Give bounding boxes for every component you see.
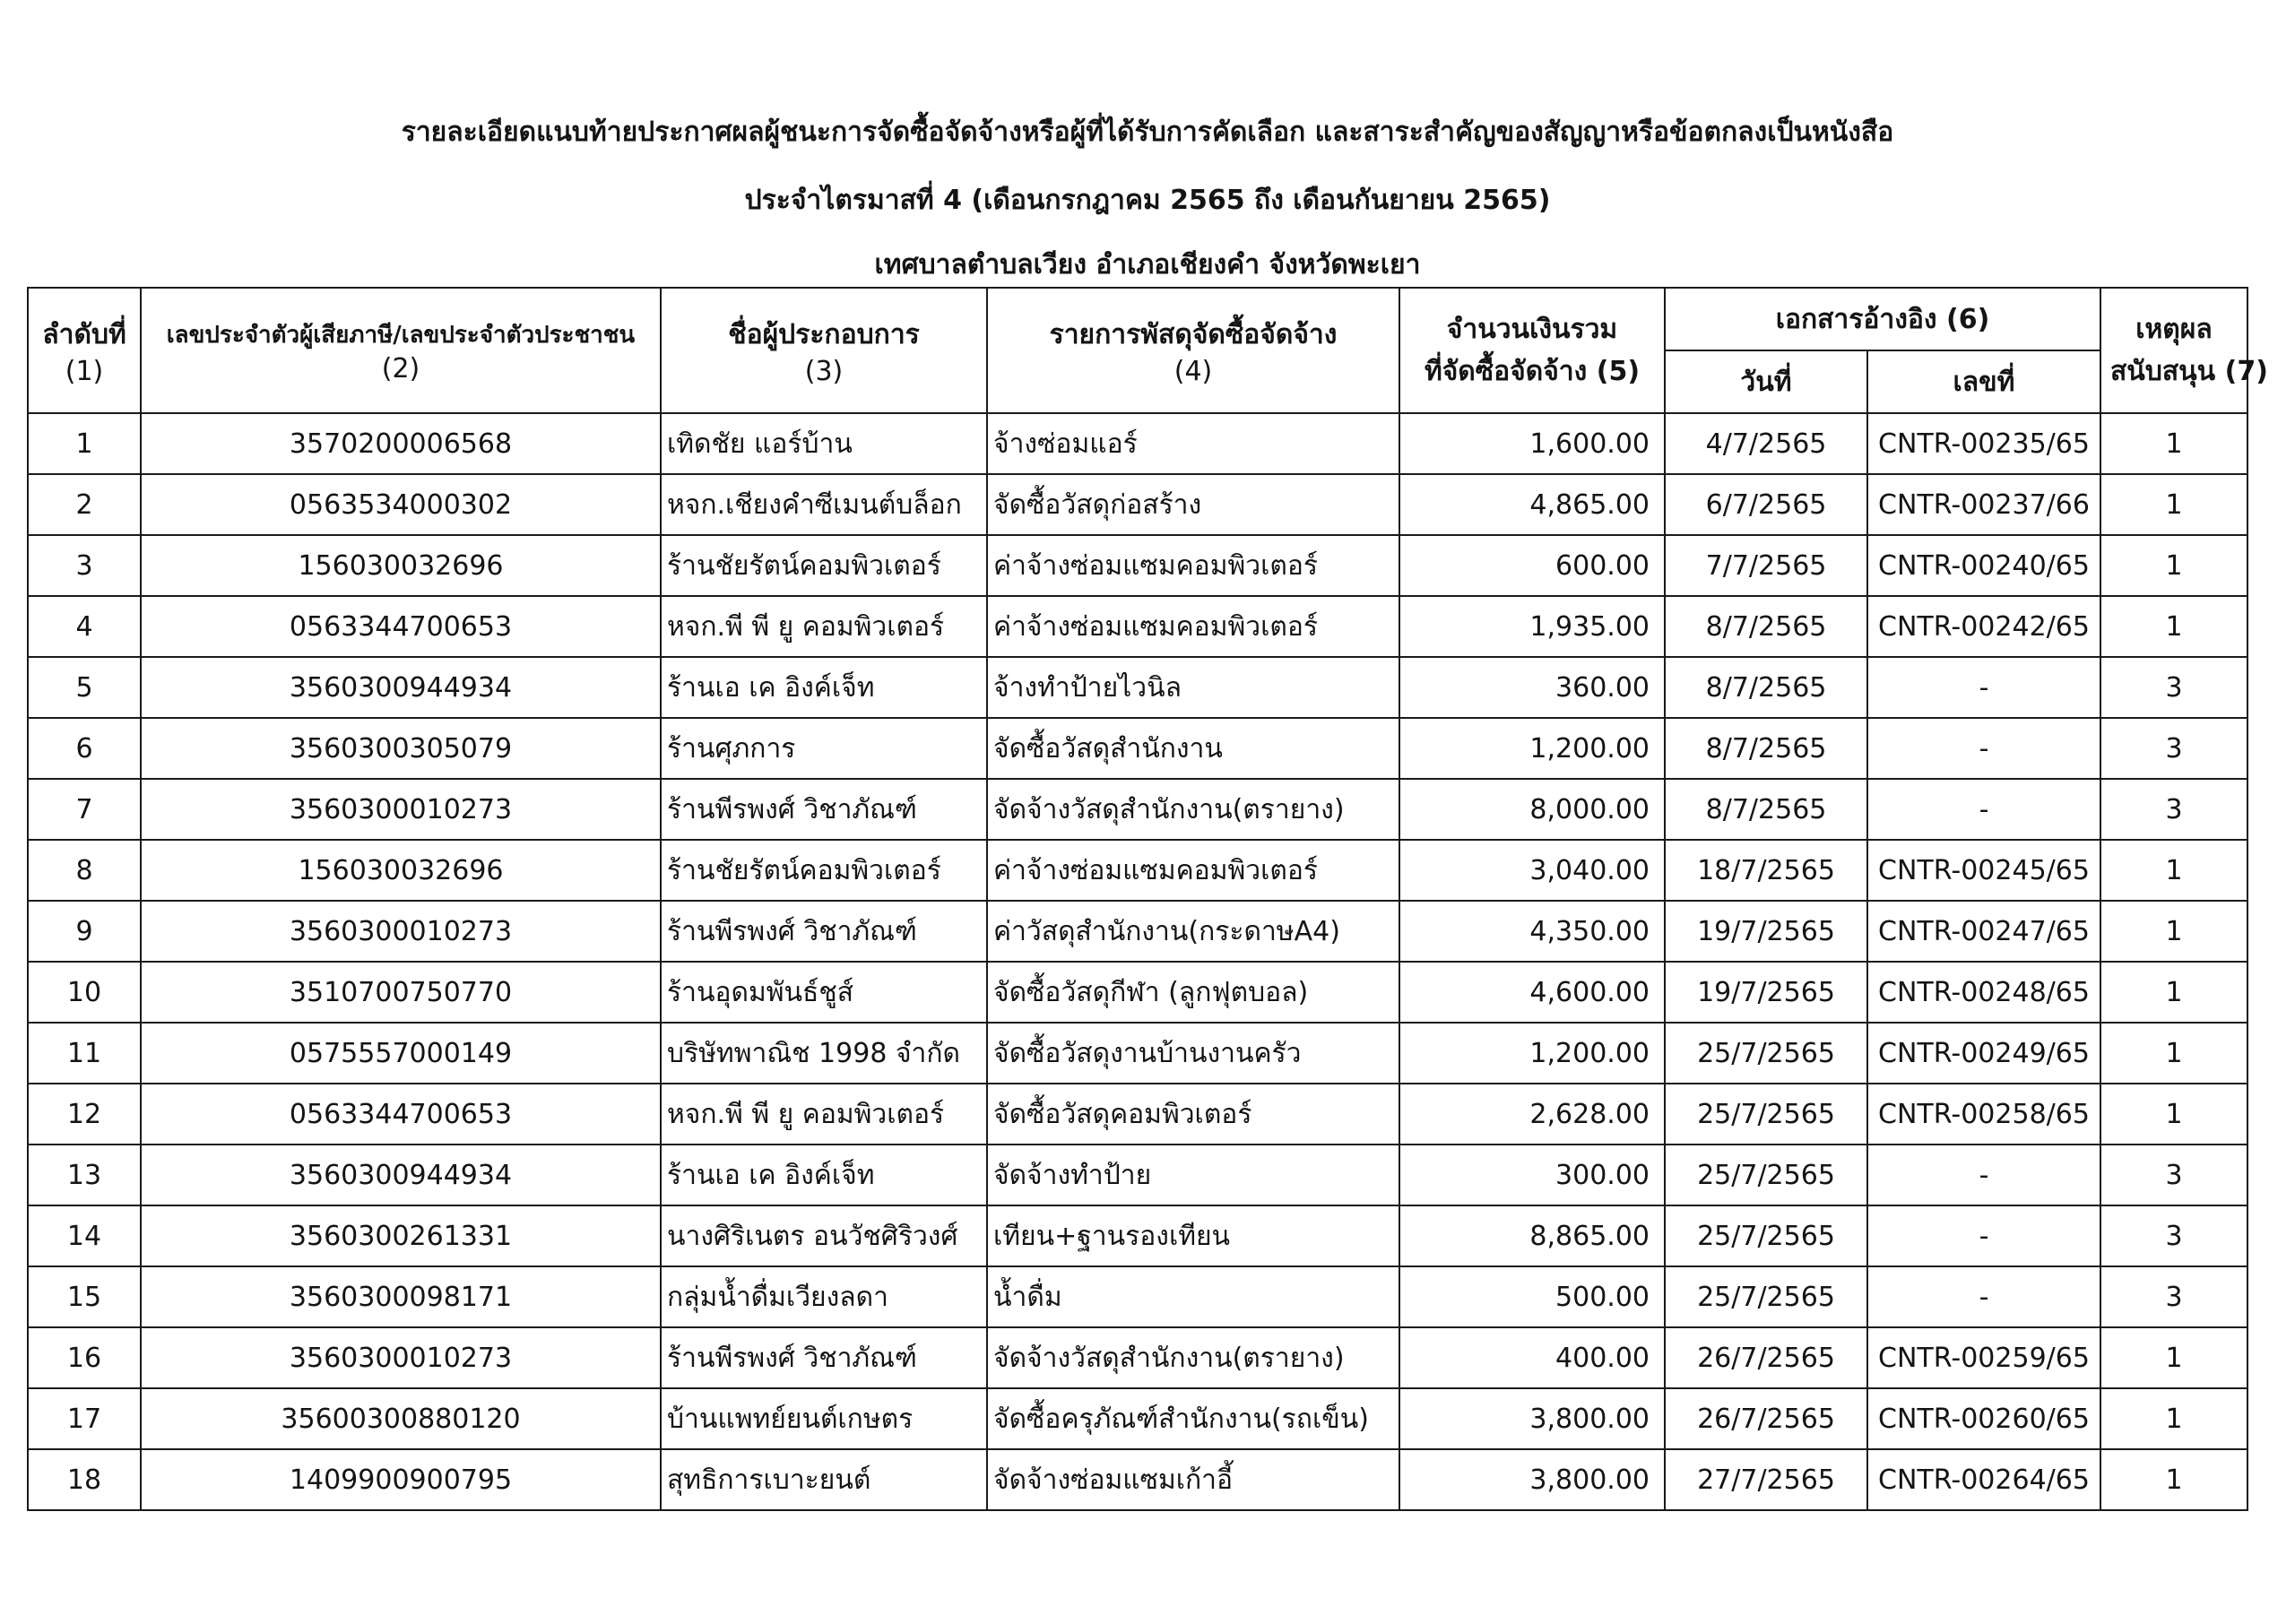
table-row <box>28 535 2247 596</box>
cell-date: 25/7/2565 <box>1665 1145 1867 1205</box>
table-row <box>28 1145 2247 1205</box>
procurement-table <box>27 287 2268 1511</box>
cell-amount: 8,000.00 <box>1399 779 1665 840</box>
document-organization: เทศบาลตำบลเวียง อำเภอเชียงคำ จังหวัดพะเยา <box>874 249 1421 281</box>
cell-vendor: ร้านชัยรัตน์คอมพิวเตอร์ <box>661 840 987 901</box>
header-seq <box>28 288 141 413</box>
cell-taxid: 3570200006568 <box>141 413 661 474</box>
cell-reason: 3 <box>2100 1266 2247 1327</box>
table-row <box>28 596 2247 657</box>
cell-ref-no: CNTR-00242/65 <box>1867 596 2100 657</box>
cell-ref-no: CNTR-00264/65 <box>1867 1449 2100 1510</box>
header-reason-line1: เหตุผล <box>2135 314 2213 345</box>
cell-date: 8/7/2565 <box>1665 596 1867 657</box>
cell-amount: 600.00 <box>1399 535 1665 596</box>
header-ref: เอกสารอ้างอิง (6) <box>1665 288 2100 350</box>
cell-amount: 1,935.00 <box>1399 596 1665 657</box>
header-item <box>987 288 1399 413</box>
cell-date: 8/7/2565 <box>1665 779 1867 840</box>
cell-date: 7/7/2565 <box>1665 535 1867 596</box>
table-row <box>28 474 2247 535</box>
cell-ref-no: - <box>1867 657 2100 718</box>
header-item-label: รายการพัสดุจัดซื้อจัดจ้าง <box>1049 319 1338 350</box>
cell-amount: 1,600.00 <box>1399 413 1665 474</box>
cell-date: 19/7/2565 <box>1665 962 1867 1023</box>
header-amount <box>1399 288 1665 413</box>
cell-reason: 1 <box>2100 962 2247 1023</box>
cell-item: เทียน+ฐานรองเทียน <box>987 1205 1399 1266</box>
table-row <box>28 779 2247 840</box>
cell-vendor: ร้านชัยรัตน์คอมพิวเตอร์ <box>661 535 987 596</box>
cell-item: ค่าจ้างซ่อมแซมคอมพิวเตอร์ <box>987 840 1399 901</box>
cell-seq: 17 <box>28 1388 141 1449</box>
cell-taxid: 35600300880120 <box>141 1388 661 1449</box>
cell-date: 26/7/2565 <box>1665 1388 1867 1449</box>
cell-reason: 3 <box>2100 1205 2247 1266</box>
cell-vendor: ร้านพีรพงศ์ วิชาภัณฑ์ <box>661 901 987 962</box>
cell-seq: 4 <box>28 596 141 657</box>
header-ref-date: วันที่ <box>1665 350 1867 413</box>
cell-seq: 15 <box>28 1266 141 1327</box>
cell-taxid: 1409900900795 <box>141 1449 661 1510</box>
cell-seq: 18 <box>28 1449 141 1510</box>
cell-amount: 2,628.00 <box>1399 1084 1665 1145</box>
cell-seq: 2 <box>28 474 141 535</box>
cell-date: 8/7/2565 <box>1665 718 1867 779</box>
cell-reason: 1 <box>2100 413 2247 474</box>
cell-vendor: สุทธิการเบาะยนต์ <box>661 1449 987 1510</box>
cell-vendor: นางศิริเนตร อนวัชศิริวงศ์ <box>661 1205 987 1266</box>
cell-ref-no: CNTR-00248/65 <box>1867 962 2100 1023</box>
header-seq-label: ลำดับที่ <box>42 319 126 350</box>
cell-ref-no: - <box>1867 718 2100 779</box>
table-row <box>28 1327 2247 1388</box>
cell-item: จัดจ้างซ่อมแซมเก้าอี้ <box>987 1449 1399 1510</box>
cell-ref-no: CNTR-00240/65 <box>1867 535 2100 596</box>
cell-taxid: 3560300010273 <box>141 901 661 962</box>
table-row <box>28 1388 2247 1449</box>
cell-reason: 1 <box>2100 840 2247 901</box>
cell-amount: 4,600.00 <box>1399 962 1665 1023</box>
cell-date: 4/7/2565 <box>1665 413 1867 474</box>
header-item-number: (4) <box>1173 356 1213 387</box>
table-row <box>28 657 2247 718</box>
cell-taxid: 0563534000302 <box>141 474 661 535</box>
cell-reason: 1 <box>2100 1327 2247 1388</box>
header-vendor-number: (3) <box>804 356 844 387</box>
cell-ref-no: - <box>1867 1266 2100 1327</box>
cell-taxid: 3560300010273 <box>141 779 661 840</box>
cell-amount: 3,800.00 <box>1399 1449 1665 1510</box>
cell-item: จัดซื้อวัสดุงานบ้านงานครัว <box>987 1023 1399 1084</box>
cell-reason: 1 <box>2100 474 2247 535</box>
cell-reason: 3 <box>2100 1145 2247 1205</box>
cell-reason: 1 <box>2100 901 2247 962</box>
cell-vendor: ร้านศุภการ <box>661 718 987 779</box>
table-row <box>28 840 2247 901</box>
table-row <box>28 1449 2247 1510</box>
cell-date: 26/7/2565 <box>1665 1327 1867 1388</box>
cell-seq: 5 <box>28 657 141 718</box>
cell-date: 8/7/2565 <box>1665 657 1867 718</box>
cell-seq: 14 <box>28 1205 141 1266</box>
header-reason <box>2100 288 2268 413</box>
cell-reason: 1 <box>2100 535 2247 596</box>
cell-taxid: 3510700750770 <box>141 962 661 1023</box>
cell-ref-no: CNTR-00258/65 <box>1867 1084 2100 1145</box>
table-row <box>28 1205 2247 1266</box>
cell-seq: 3 <box>28 535 141 596</box>
cell-taxid: 3560300098171 <box>141 1266 661 1327</box>
header-reason-line2: สนับสนุน (7) <box>2110 356 2268 387</box>
cell-taxid: 3560300261331 <box>141 1205 661 1266</box>
cell-amount: 1,200.00 <box>1399 718 1665 779</box>
table-row <box>28 413 2247 474</box>
cell-ref-no: - <box>1867 1205 2100 1266</box>
cell-item: จัดจ้างวัสดุสำนักงาน(ตรายาง) <box>987 1327 1399 1388</box>
cell-vendor: ร้านเอ เค อิงค์เจ็ท <box>661 1145 987 1205</box>
cell-ref-no: CNTR-00245/65 <box>1867 840 2100 901</box>
cell-item: จัดซื้อวัสดุคอมพิวเตอร์ <box>987 1084 1399 1145</box>
cell-ref-no: CNTR-00260/65 <box>1867 1388 2100 1449</box>
cell-ref-no: CNTR-00249/65 <box>1867 1023 2100 1084</box>
header-taxid-number: (2) <box>381 353 420 384</box>
cell-amount: 4,350.00 <box>1399 901 1665 962</box>
cell-item: จัดซื้อวัสดุก่อสร้าง <box>987 474 1399 535</box>
cell-amount: 500.00 <box>1399 1266 1665 1327</box>
cell-ref-no: CNTR-00237/66 <box>1867 474 2100 535</box>
cell-reason: 3 <box>2100 657 2247 718</box>
cell-item: จัดซื้อครุภัณฑ์สำนักงาน(รถเข็น) <box>987 1388 1399 1449</box>
cell-amount: 8,865.00 <box>1399 1205 1665 1266</box>
table-row <box>28 1266 2247 1327</box>
cell-vendor: หจก.เชียงคำซีเมนต์บล็อก <box>661 474 987 535</box>
cell-taxid: 0575557000149 <box>141 1023 661 1084</box>
cell-seq: 1 <box>28 413 141 474</box>
cell-vendor: ร้านอุดมพันธ์ชูส์ <box>661 962 987 1023</box>
cell-amount: 3,040.00 <box>1399 840 1665 901</box>
cell-seq: 12 <box>28 1084 141 1145</box>
cell-seq: 9 <box>28 901 141 962</box>
cell-date: 25/7/2565 <box>1665 1023 1867 1084</box>
cell-ref-no: CNTR-00259/65 <box>1867 1327 2100 1388</box>
cell-seq: 10 <box>28 962 141 1023</box>
cell-reason: 1 <box>2100 1388 2247 1449</box>
document-title: รายละเอียดแนบท้ายประกาศผลผู้ชนะการจัดซื้อจัดจ้างหรือผู้ที่ได้รับการคัดเลือก และสาระสำคัญของสัญญาหรือข้อตกลงเป็นหนังสือ <box>401 117 1894 148</box>
cell-date: 25/7/2565 <box>1665 1205 1867 1266</box>
header-seq-number: (1) <box>65 356 104 387</box>
cell-reason: 1 <box>2100 1449 2247 1510</box>
cell-reason: 1 <box>2100 1084 2247 1145</box>
table-row <box>28 901 2247 962</box>
header-vendor-label: ชื่อผู้ประกอบการ <box>728 319 920 350</box>
header-taxid-label: เลขประจำตัวผู้เสียภาษี/เลขประจำตัวประชาชน <box>166 322 636 349</box>
cell-date: 25/7/2565 <box>1665 1084 1867 1145</box>
cell-amount: 360.00 <box>1399 657 1665 718</box>
cell-ref-no: - <box>1867 1145 2100 1205</box>
cell-seq: 8 <box>28 840 141 901</box>
cell-vendor: ร้านพีรพงศ์ วิชาภัณฑ์ <box>661 1327 987 1388</box>
cell-vendor: ร้านพีรพงศ์ วิชาภัณฑ์ <box>661 779 987 840</box>
table-row <box>28 718 2247 779</box>
cell-taxid: 0563344700653 <box>141 1084 661 1145</box>
cell-reason: 3 <box>2100 718 2247 779</box>
cell-item: จัดซื้อวัสดุสำนักงาน <box>987 718 1399 779</box>
table-row <box>28 1023 2247 1084</box>
cell-amount: 300.00 <box>1399 1145 1665 1205</box>
header-amount-line1: จำนวนเงินรวม <box>1446 314 1618 345</box>
cell-taxid: 3560300010273 <box>141 1327 661 1388</box>
cell-date: 27/7/2565 <box>1665 1449 1867 1510</box>
cell-item: จ้างซ่อมแอร์ <box>987 413 1399 474</box>
cell-taxid: 3560300944934 <box>141 1145 661 1205</box>
table-row <box>28 1084 2247 1145</box>
cell-seq: 7 <box>28 779 141 840</box>
cell-vendor: บ้านแพทย์ยนต์เกษตร <box>661 1388 987 1449</box>
document-period: ประจำไตรมาสที่ 4 (เดือนกรกฎาคม 2565 ถึง เดือนกันยายน 2565) <box>744 185 1551 216</box>
cell-seq: 16 <box>28 1327 141 1388</box>
cell-date: 19/7/2565 <box>1665 901 1867 962</box>
cell-amount: 1,200.00 <box>1399 1023 1665 1084</box>
cell-reason: 1 <box>2100 1023 2247 1084</box>
cell-item: จ้างทำป้ายไวนิล <box>987 657 1399 718</box>
cell-item: ค่าจ้างซ่อมแซมคอมพิวเตอร์ <box>987 535 1399 596</box>
cell-date: 18/7/2565 <box>1665 840 1867 901</box>
header-vendor <box>661 288 987 413</box>
table-header <box>28 288 2268 413</box>
cell-reason: 1 <box>2100 596 2247 657</box>
cell-item: จัดซื้อวัสดุกีฬา (ลูกฟุตบอล) <box>987 962 1399 1023</box>
cell-vendor: บริษัทพาณิช 1998 จำกัด <box>661 1023 987 1084</box>
header-ref-no: เลขที่ <box>1867 350 2100 413</box>
header-taxid <box>141 288 661 413</box>
cell-seq: 13 <box>28 1145 141 1205</box>
cell-vendor: ร้านเอ เค อิงค์เจ็ท <box>661 657 987 718</box>
cell-amount: 3,800.00 <box>1399 1388 1665 1449</box>
cell-amount: 400.00 <box>1399 1327 1665 1388</box>
cell-item: จัดจ้างทำป้าย <box>987 1145 1399 1205</box>
cell-taxid: 156030032696 <box>141 535 661 596</box>
cell-taxid: 3560300944934 <box>141 657 661 718</box>
cell-vendor: เทิดชัย แอร์บ้าน <box>661 413 987 474</box>
cell-taxid: 0563344700653 <box>141 596 661 657</box>
cell-amount: 4,865.00 <box>1399 474 1665 535</box>
cell-vendor: กลุ่มน้ำดื่มเวียงลดา <box>661 1266 987 1327</box>
table-body <box>28 413 2247 1510</box>
cell-vendor: หจก.พี พี ยู คอมพิวเตอร์ <box>661 596 987 657</box>
cell-item: จัดจ้างวัสดุสำนักงาน(ตรายาง) <box>987 779 1399 840</box>
cell-ref-no: CNTR-00235/65 <box>1867 413 2100 474</box>
header-amount-line2: ที่จัดซื้อจัดจ้าง (5) <box>1424 356 1641 387</box>
cell-taxid: 156030032696 <box>141 840 661 901</box>
cell-item: ค่าวัสดุสำนักงาน(กระดาษA4) <box>987 901 1399 962</box>
cell-vendor: หจก.พี พี ยู คอมพิวเตอร์ <box>661 1084 987 1145</box>
cell-date: 6/7/2565 <box>1665 474 1867 535</box>
cell-item: น้ำดื่ม <box>987 1266 1399 1327</box>
cell-ref-no: CNTR-00247/65 <box>1867 901 2100 962</box>
cell-reason: 3 <box>2100 779 2247 840</box>
cell-date: 25/7/2565 <box>1665 1266 1867 1327</box>
cell-item: ค่าจ้างซ่อมแซมคอมพิวเตอร์ <box>987 596 1399 657</box>
table-row <box>28 962 2247 1023</box>
cell-taxid: 3560300305079 <box>141 718 661 779</box>
cell-ref-no: - <box>1867 779 2100 840</box>
cell-seq: 6 <box>28 718 141 779</box>
cell-seq: 11 <box>28 1023 141 1084</box>
